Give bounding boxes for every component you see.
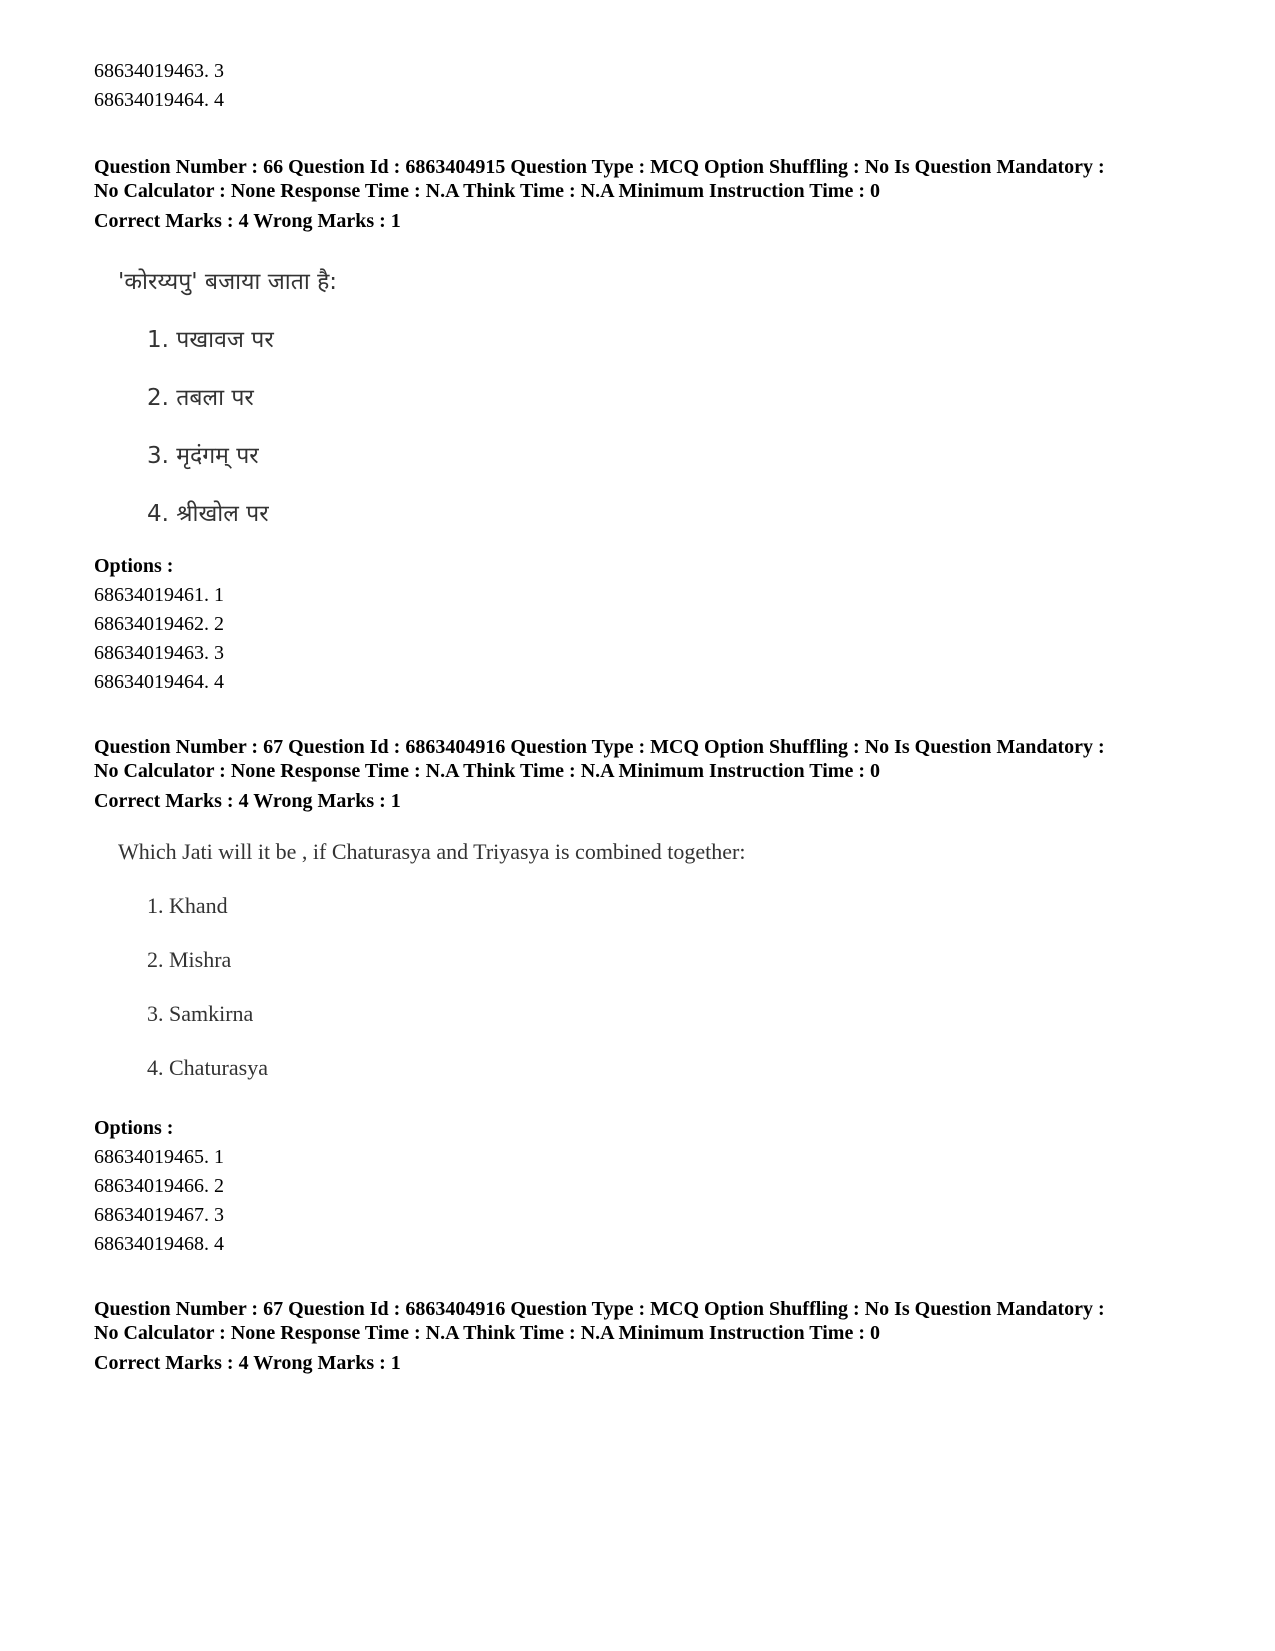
option-line: 68634019461. 1 [94,584,224,606]
question-66-text: 'कोरय्यपु' बजाया जाता है: [118,269,338,295]
question-66-choice: 4. श्रीखोल पर [147,501,269,527]
question-66-options-label: Options : [94,555,174,577]
option-line: 68634019464. 4 [94,89,224,111]
question-67-header-line1: Question Number : 67 Question Id : 6863404916 Question Type : MCQ Option Shuffling : No Is Question Mandatory : [94,736,1105,758]
question-66-choice: 1. पखावज पर [147,327,274,353]
question-67-choice: 2. Mishra [147,947,232,972]
question-66-header-line2: No Calculator : None Response Time : N.A Think Time : N.A Minimum Instruction Time : 0 [94,180,880,202]
question-66-marks: Correct Marks : 4 Wrong Marks : 1 [94,210,401,232]
question-67b-header-line2: No Calculator : None Response Time : N.A Think Time : N.A Minimum Instruction Time : 0 [94,1322,880,1344]
question-66-header-line1: Question Number : 66 Question Id : 6863404915 Question Type : MCQ Option Shuffling : No Is Question Mandatory : [94,156,1105,178]
option-line: 68634019467. 3 [94,1204,224,1226]
option-line: 68634019465. 1 [94,1146,224,1168]
question-67-choice: 4. Chaturasya [147,1055,268,1080]
question-67-marks: Correct Marks : 4 Wrong Marks : 1 [94,790,401,812]
question-67-choice: 3. Samkirna [147,1001,254,1026]
option-line: 68634019468. 4 [94,1233,224,1255]
question-67-text: Which Jati will it be , if Chaturasya and Triyasya is combined together: [118,839,746,864]
option-line: 68634019466. 2 [94,1175,224,1197]
option-line: 68634019463. 3 [94,642,224,664]
question-67b-marks: Correct Marks : 4 Wrong Marks : 1 [94,1352,401,1374]
option-line: 68634019462. 2 [94,613,224,635]
question-67-header-line2: No Calculator : None Response Time : N.A Think Time : N.A Minimum Instruction Time : 0 [94,760,880,782]
option-line: 68634019463. 3 [94,60,224,82]
question-66-choice: 3. मृदंगम् पर [147,443,259,469]
question-67-choice: 1. Khand [147,893,228,918]
option-line: 68634019464. 4 [94,671,224,693]
question-67b-header-line1: Question Number : 67 Question Id : 6863404916 Question Type : MCQ Option Shuffling : No Is Question Mandatory : [94,1298,1105,1320]
question-66-choice: 2. तबला पर [147,385,254,411]
question-67-options-label: Options : [94,1117,174,1139]
